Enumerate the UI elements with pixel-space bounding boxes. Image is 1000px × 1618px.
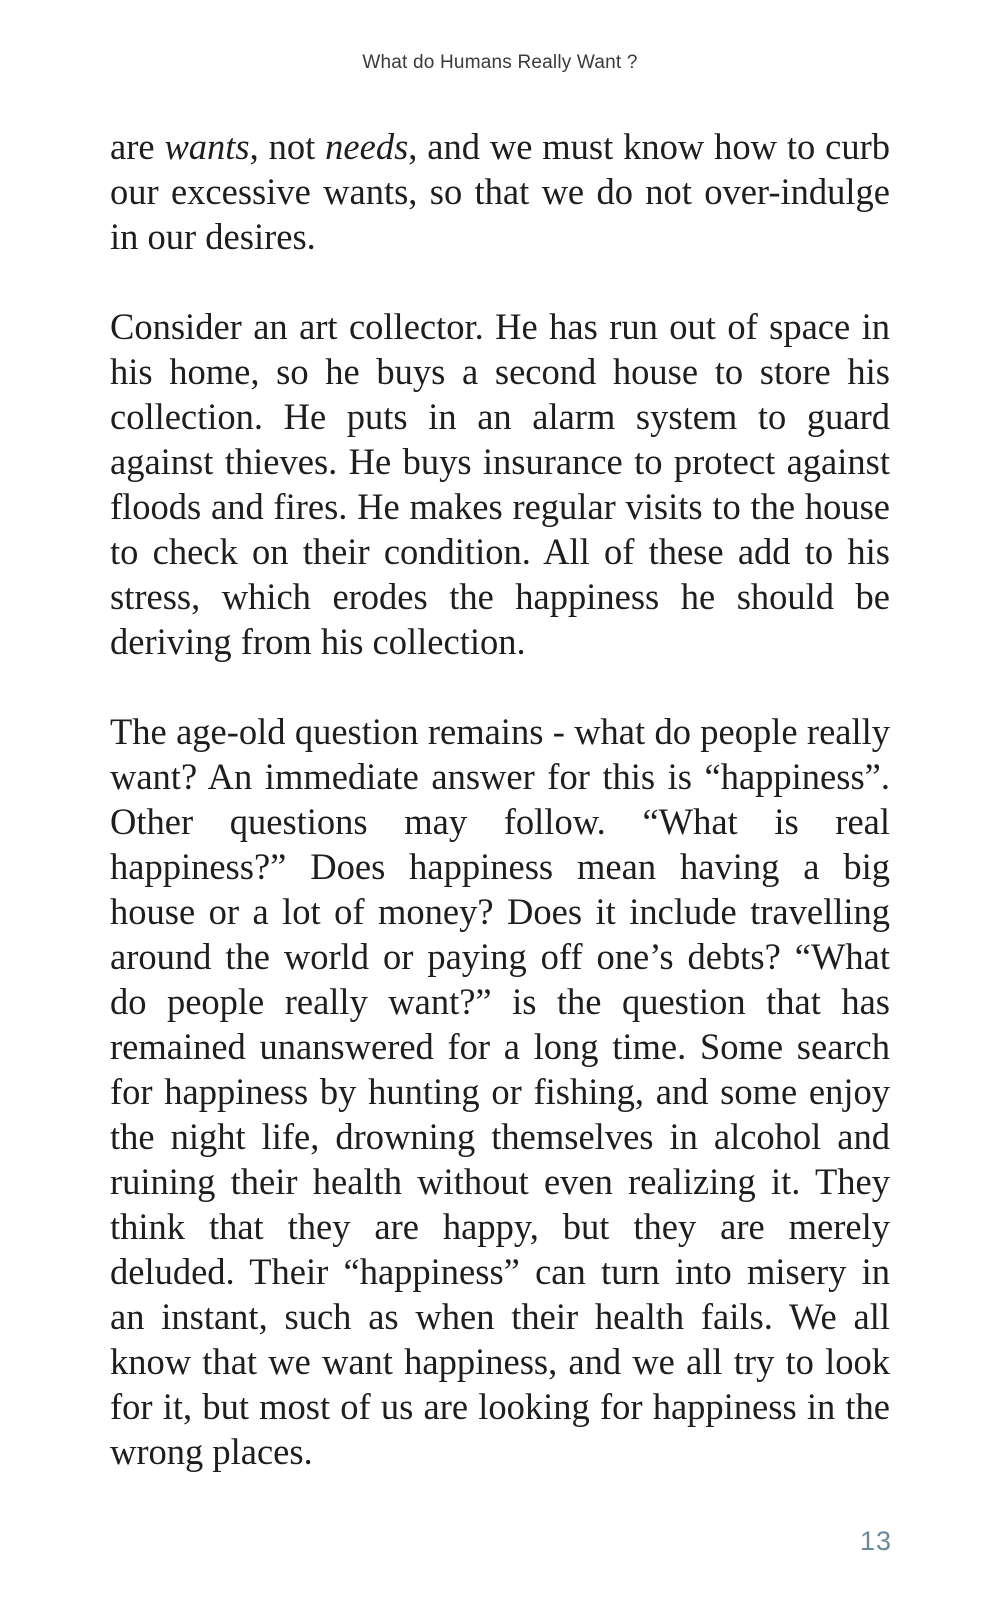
running-head: What do Humans Really Want ? — [362, 52, 638, 73]
page-number: 13 — [859, 1526, 892, 1556]
emphasis-needs: needs — [325, 126, 409, 167]
body-text — [110, 124, 890, 1474]
paragraph-1-text-c: , and we must know how to curb our excessive wants, so that we do not over-indulge in our desires. — [110, 126, 890, 257]
paragraph-2: Consider an art collector. He has run out of space in his home, so he buys a second house to store his collection. He puts in an alarm system to guard against thieves. He buys insurance to protect against floods and fires. He makes regular visits to the house to check on their condition. All of these add to his stress, which erodes the happiness he should be deriving from his collection. — [110, 306, 890, 662]
emphasis-wants: wants — [164, 126, 250, 167]
paragraph-1 — [110, 124, 890, 259]
paragraph-1-text-a: are — [110, 126, 165, 167]
paragraph-3: The age-old question remains - what do people really want? An immediate answer for this is “happiness”. Other questions may follow. “What is real happiness?” Does happiness mean having a big house or a lot of money? Does it include travelling around the world or paying off one’s debts? “What do people really want?” is the question that has remained unanswered for a long time. Some search for happiness by hunting or fishing, and some enjoy the night life, drowning themselves in alcohol and ruining their health without even realizing it. They think that they are happy, but they are merely deluded. Their “happiness” can turn into misery in an instant, such as when their health fails. We all know that we want happiness, and we all try to look for it, but most of us are looking for happiness in the wrong places. — [110, 711, 890, 1472]
paragraph-1-text-b: , not — [249, 126, 326, 167]
